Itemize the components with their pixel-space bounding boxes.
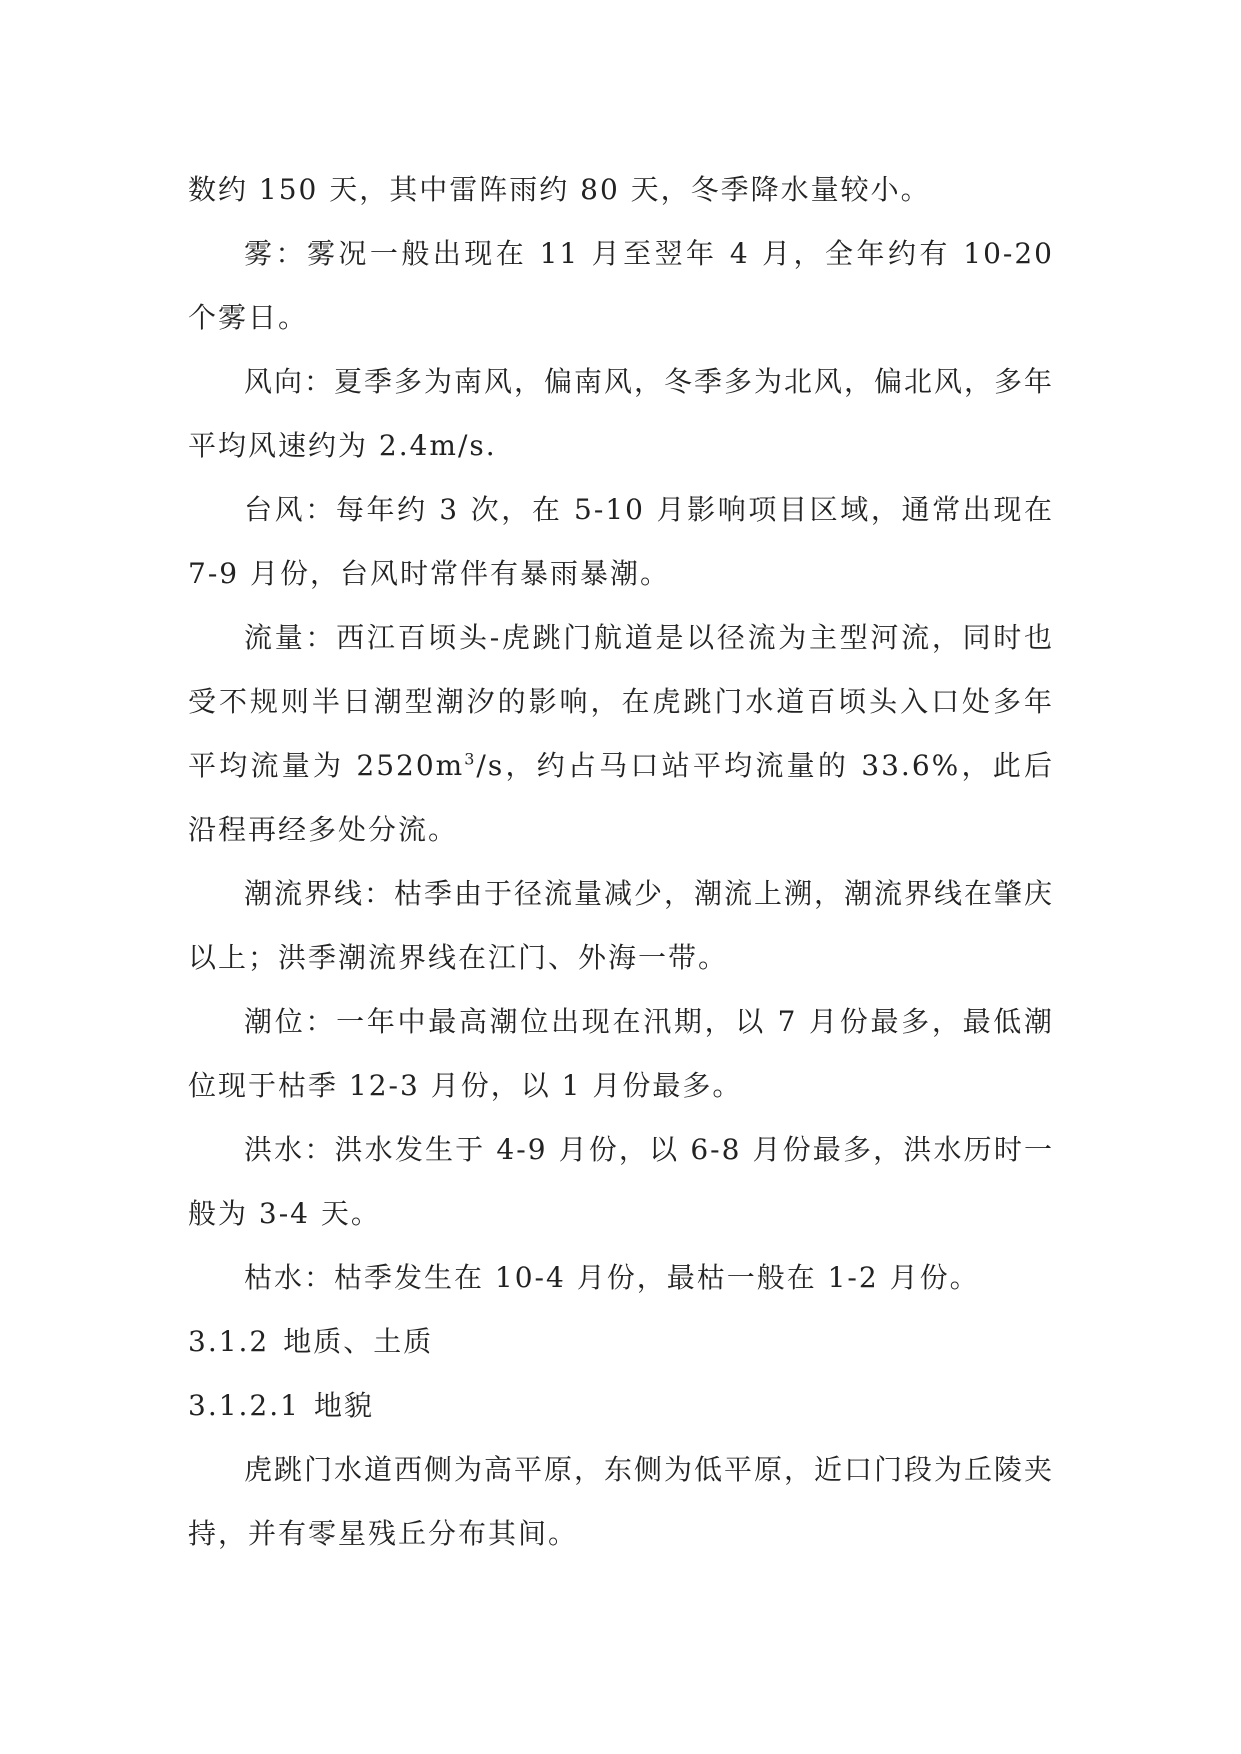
- flow-text-after: /s，约占马口站平均流量的 33.6%，此后沿程再经多处分流。: [188, 749, 1054, 846]
- heading-landform: [188, 1374, 1054, 1438]
- paragraph-flood: 洪水：洪水发生于 4-9 月份，以 6-8 月份最多，洪水历时一般为 3-4 天。: [188, 1133, 1054, 1230]
- paragraph-fog: 雾：雾况一般出现在 11 月至翌年 4 月，全年约有 10-20 个雾日。: [188, 237, 1054, 334]
- heading-geology: [188, 1310, 1054, 1374]
- paragraph-flow: [188, 606, 1054, 862]
- paragraph-wind-direction: 风向：夏季多为南风，偏南风，冬季多为北风，偏北风，多年平均风速约为 2.4m/s.: [188, 365, 1055, 462]
- heading-landform-number: 3.1.2.1: [188, 1389, 300, 1422]
- flow-text-before: 流量：西江百顷头-虎跳门航道是以径流为主型河流，同时也受不规则半日潮型潮汐的影响，在虎跳门水道百顷头入口处多年平均流量为 2520m: [188, 621, 1054, 782]
- body-text: [188, 158, 1054, 1566]
- flow-superscript: 3: [464, 749, 477, 769]
- paragraph-typhoon: 台风：每年约 3 次，在 5-10 月影响项目区域，通常出现在 7-9 月份，台风时常伴有暴雨暴潮。: [188, 493, 1054, 590]
- heading-geology-title: 地质、土质: [283, 1325, 434, 1358]
- heading-geology-number: 3.1.2: [188, 1325, 270, 1358]
- paragraph-tidal-limit: 潮流界线：枯季由于径流量减少，潮流上溯，潮流界线在肇庆以上；洪季潮流界线在江门、外海一带。: [188, 877, 1055, 974]
- paragraph-tide-level: 潮位：一年中最高潮位出现在汛期，以 7 月份最多，最低潮位现于枯季 12-3 月份，以 1 月份最多。: [188, 1005, 1054, 1102]
- heading-landform-title: 地貌: [313, 1389, 374, 1422]
- paragraph-landform-desc: 虎跳门水道西侧为高平原，东侧为低平原，近口门段为丘陵夹持，并有零星残丘分布其间。: [188, 1453, 1055, 1550]
- paragraph-rainfall-continued: 数约 150 天，其中雷阵雨约 80 天，冬季降水量较小。: [188, 173, 931, 206]
- paragraph-dry-season: 枯水：枯季发生在 10-4 月份，最枯一般在 1-2 月份。: [244, 1261, 980, 1294]
